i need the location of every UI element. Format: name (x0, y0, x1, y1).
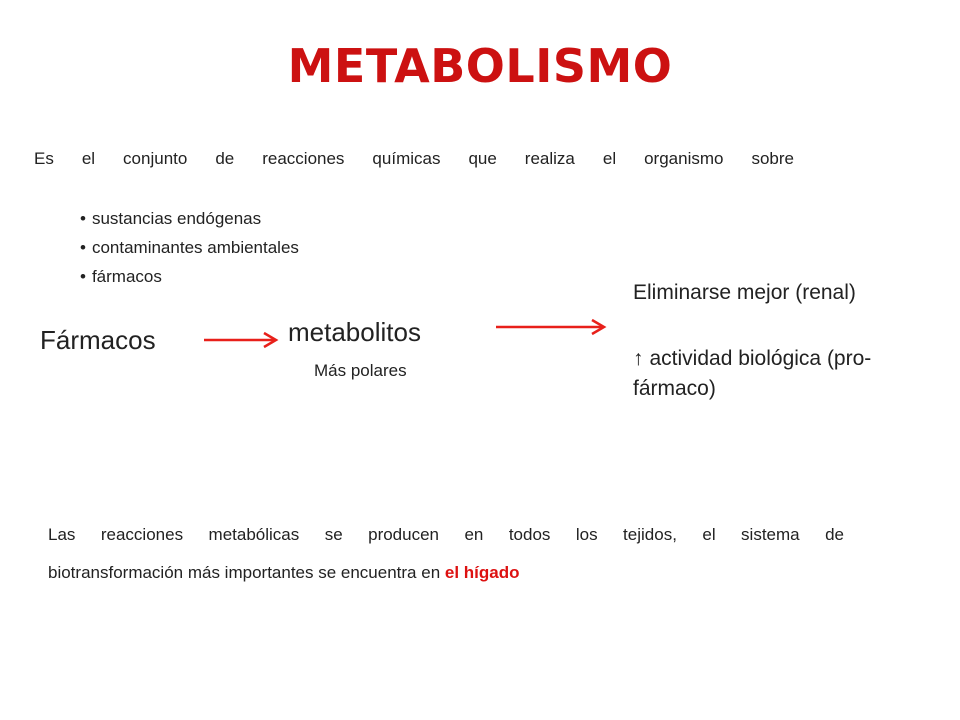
up-arrow-icon: ↑ (633, 347, 644, 370)
right-arrow-icon (496, 317, 608, 337)
outcome-activity (633, 344, 933, 404)
flow-product-label: metabolitos (288, 317, 421, 347)
footer-line-2 (48, 554, 844, 592)
intro-text: Es el conjunto de reacciones químicas que realiza el organismo sobre (34, 149, 794, 168)
footer-line-2-text: biotransformación más importantes se encuentra en (48, 563, 445, 582)
footer-line-1: Las reacciones metabólicas se producen en todos los tejidos, el sistema de (48, 525, 844, 544)
slide-title: METABOLISMO (287, 39, 673, 93)
outcome-elimination: Eliminarse mejor (renal) (633, 281, 856, 304)
bullet-item: • fármacos (80, 262, 299, 291)
bullet-item: • sustancias endógenas (80, 204, 299, 233)
flow-product-note: Más polares (314, 361, 407, 380)
bullet-list (80, 204, 299, 291)
flow-source-label: Fármacos (40, 325, 156, 355)
right-arrow-icon (204, 330, 280, 350)
outcome-activity-text: actividad biológica (pro-fármaco) (633, 347, 872, 400)
footer-text (48, 516, 844, 592)
liver-highlight: el hígado (444, 563, 520, 582)
bullet-item: • contaminantes ambientales (80, 233, 299, 262)
